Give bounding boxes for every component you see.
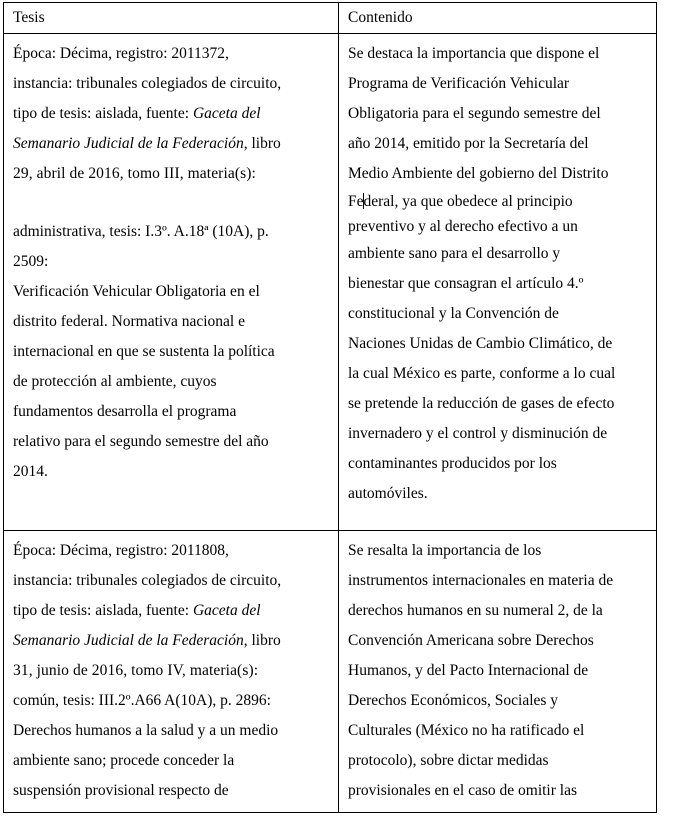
tesis-2-line-5: 31, junio de 2016, tomo IV, materia(s): <box>13 662 259 679</box>
contenido-1-line-13: se pretende la reducción de gases de efecto <box>348 395 615 412</box>
contenido-1-line-12: la cual México es parte, conforme a lo cual <box>348 365 616 382</box>
tesis-1-line-14: 2014. <box>13 463 48 480</box>
table-row <box>4 531 657 813</box>
contenido-2-line-1: Se resalta la importancia de los <box>348 542 542 559</box>
tesis-1-line-7: 2509: <box>13 253 49 270</box>
column-header-tesis: Tesis <box>13 9 45 26</box>
contenido-2-line-8: protocolo), sobre dictar medidas <box>348 752 549 769</box>
tesis-2-line-3 <box>13 596 330 626</box>
tesis-1-line-11: de protección al ambiente, cuyos <box>13 373 217 390</box>
column-header-contenido: Contenido <box>348 9 413 26</box>
tesis-2-line-7: Derechos humanos a la salud y a un medio <box>13 722 279 739</box>
tesis-1-line-4 <box>13 129 330 159</box>
contenido-1-line-2: Programa de Verificación Vehicular <box>348 75 570 92</box>
tesis-1-line-6: administrativa, tesis: I.3º. A.18ª (10A), p. <box>13 223 269 240</box>
tesis-1-line-9: distrito federal. Normativa nacional e <box>13 313 245 330</box>
contenido-1-line-16: automóviles. <box>348 485 428 502</box>
tesis-2-line-4-italic: Semanario Judicial de la Federación <box>13 632 244 649</box>
contenido-1-line-10: constitucional y la Convención de <box>348 305 559 322</box>
contenido-2-line-3: derechos humanos en su numeral 2, de la <box>348 602 603 619</box>
contenido-2-line-2: instrumentos internacionales en materia de <box>348 572 614 589</box>
contenido-2-line-5: Humanos, y del Pacto Internacional de <box>348 662 589 679</box>
contenido-1-line-6-after-caret: deral, ya que obedece al principio <box>363 193 573 210</box>
contenido-1-body <box>339 34 656 515</box>
table-cell-tesis-1 <box>4 34 339 531</box>
tesis-2-line-3-italic: Gaceta del <box>192 602 261 619</box>
tesis-1-line-3-italic: Gaceta del <box>192 105 261 122</box>
contenido-1-line-9: bienestar que consagran el artículo 4.º <box>348 275 584 292</box>
tesis-2-line-2: instancia: tribunales colegiados de circuito, <box>13 572 282 589</box>
tesis-1-line-8: Verificación Vehicular Obligatoria en el <box>13 283 260 300</box>
tesis-1-line-4-plain: , libro <box>243 135 281 152</box>
contenido-1-line-4: año 2014, emitido por la Secretaría del <box>348 135 589 152</box>
tesis-1-line-5: 29, abril de 2016, tomo III, materia(s): <box>13 165 256 182</box>
contenido-2-line-9: provisionales en el caso de omitir las <box>348 782 577 799</box>
tesis-2-body <box>4 531 338 812</box>
contenido-1-line-11: Naciones Unidas de Cambio Climático, de <box>348 335 613 352</box>
tesis-1-line-10: internacional en que se sustenta la política <box>13 343 275 360</box>
tesis-2-line-9: suspensión provisional respecto de <box>13 782 229 799</box>
table-row <box>4 34 657 531</box>
tesis-1-line-13: relativo para el segundo semestre del año <box>13 433 269 450</box>
thesis-table <box>3 2 657 813</box>
contenido-1-line-14: invernadero y el control y disminución de <box>348 425 608 442</box>
contenido-1-line-15: contaminantes producidos por los <box>348 455 557 472</box>
contenido-1-line-6 <box>348 189 648 214</box>
contenido-1-line-5: Medio Ambiente del gobierno del Distrito <box>348 165 609 182</box>
tesis-1-line-2: instancia: tribunales colegiados de circuito, <box>13 75 282 92</box>
tesis-1-line-4-italic: Semanario Judicial de la Federación <box>13 135 244 152</box>
tesis-2-line-8: ambiente sano; procede conceder la <box>13 752 235 769</box>
tesis-2-line-4 <box>13 626 330 656</box>
contenido-2-body <box>339 531 656 812</box>
tesis-1-line-3 <box>13 99 330 129</box>
tesis-2-line-4-plain: , libro <box>243 632 281 649</box>
tesis-2-line-1: Época: Décima, registro: 2011808, <box>13 542 229 559</box>
tesis-2-line-3-plain: tipo de tesis: aislada, fuente: <box>13 602 193 619</box>
tesis-1-line-3-plain: tipo de tesis: aislada, fuente: <box>13 105 193 122</box>
tesis-1-line-12: fundamentos desarrolla el programa <box>13 403 237 420</box>
tesis-1-body <box>4 34 338 493</box>
contenido-2-line-7: Culturales (México no ha ratificado el <box>348 722 585 739</box>
contenido-1-line-3: Obligatoria para el segundo semestre del <box>348 105 601 122</box>
table-header-row <box>4 3 657 34</box>
table-cell-tesis-2 <box>4 531 339 813</box>
contenido-1-line-7: preventivo y al derecho efectivo a un <box>348 218 578 235</box>
table-cell-contenido-2 <box>339 531 657 813</box>
tesis-2-line-6: común, tesis: III.2º.A66 A(10A), p. 2896: <box>13 692 271 709</box>
table-header-cell-tesis <box>4 3 339 34</box>
contenido-2-line-4: Convención Americana sobre Derechos <box>348 632 594 649</box>
contenido-1-line-1: Se destaca la importancia que dispone el <box>348 45 600 62</box>
table-header-cell-contenido <box>339 3 657 34</box>
contenido-1-line-8: ambiente sano para el desarrollo y <box>348 245 561 262</box>
table-cell-contenido-1 <box>339 34 657 531</box>
contenido-2-line-6: Derechos Económicos, Sociales y <box>348 692 559 709</box>
contenido-1-line-6-before-caret: Fe <box>348 193 364 210</box>
tesis-1-line-1: Época: Décima, registro: 2011372, <box>13 45 229 62</box>
